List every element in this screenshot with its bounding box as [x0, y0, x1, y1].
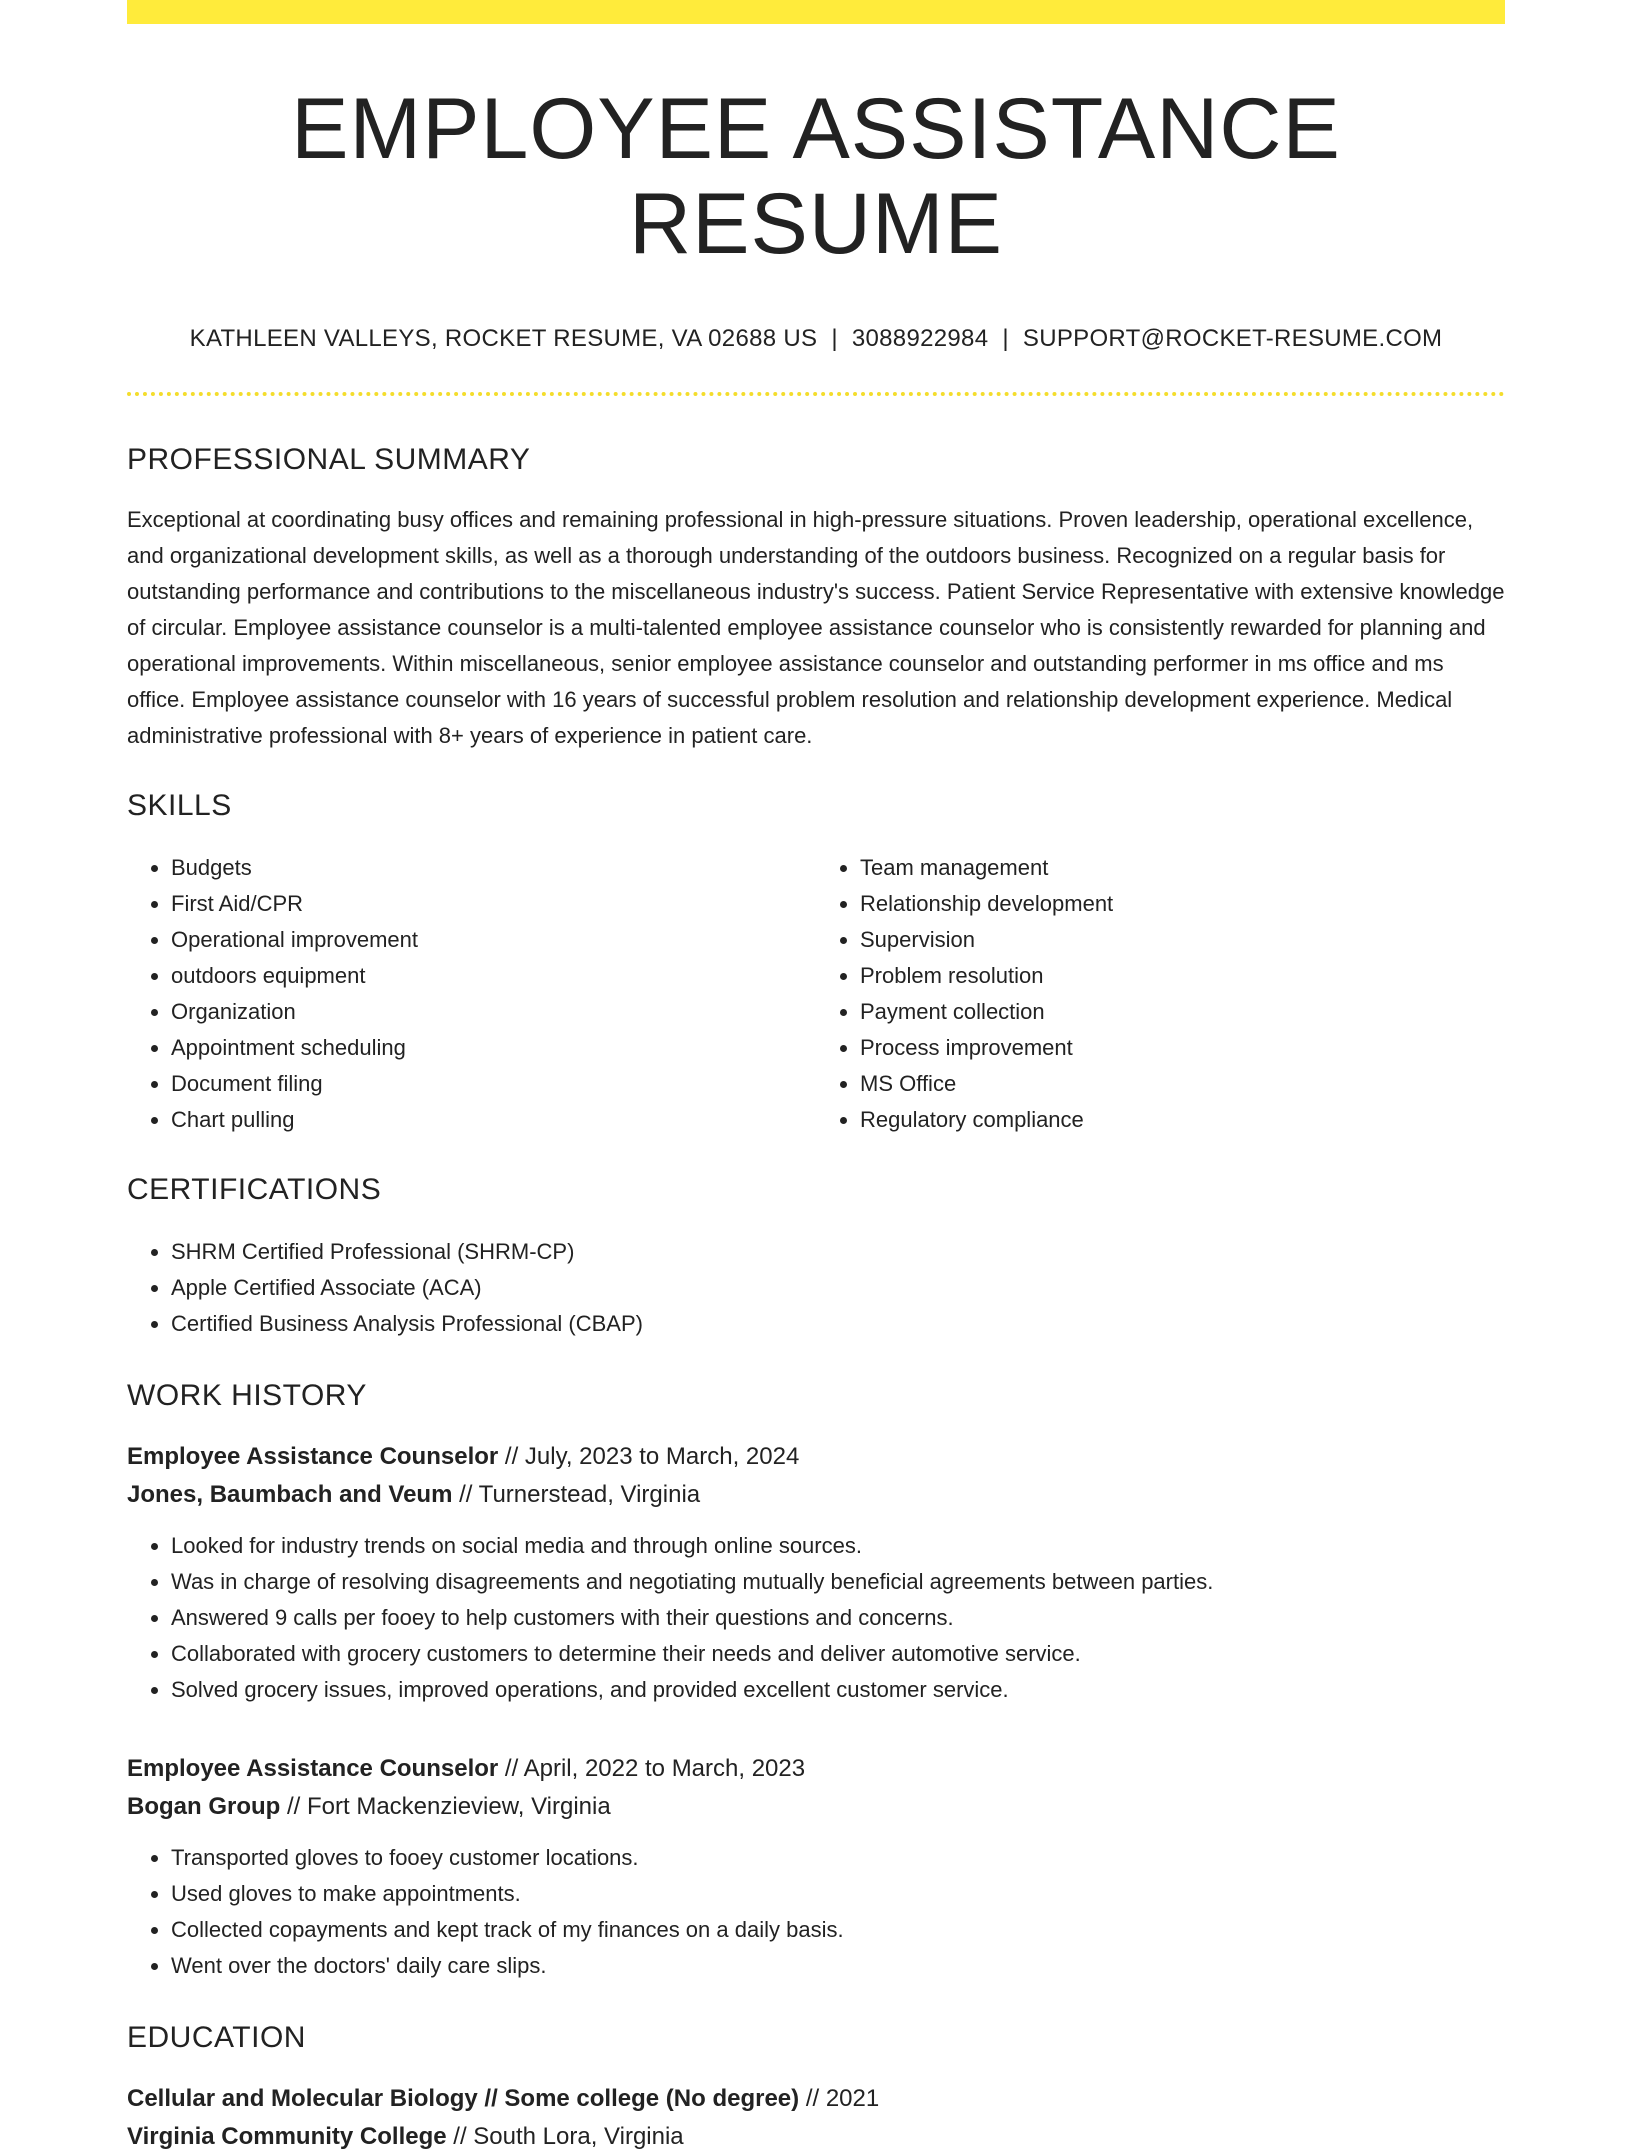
- skill-item: • Supervision: [860, 922, 1505, 958]
- skill-item: • Regulatory compliance: [860, 1102, 1505, 1138]
- contact-separator: |: [831, 325, 838, 353]
- education-location: // South Lora, Virginia: [453, 2123, 684, 2151]
- skill-item: • Document filing: [171, 1066, 816, 1102]
- job-company-line: [127, 1788, 1505, 1826]
- skill-item: • Chart pulling: [171, 1102, 816, 1138]
- certifications-list: [127, 1234, 1505, 1342]
- job-bullet: • Looked for industry trends on social media and through online sources.: [171, 1528, 1505, 1564]
- job-bullet: • Used gloves to make appointments.: [171, 1876, 1505, 1912]
- skill-item: • Payment collection: [860, 994, 1505, 1030]
- work-history-heading: WORK HISTORY: [127, 1379, 367, 1413]
- certification-item: • SHRM Certified Professional (SHRM-CP): [171, 1234, 1505, 1270]
- dotted-divider: [127, 392, 1505, 396]
- education-school: Virginia Community College: [127, 2123, 447, 2151]
- contact-separator: |: [1002, 325, 1009, 353]
- job-bullets: [127, 1840, 1505, 1984]
- skill-item: • Organization: [171, 994, 816, 1030]
- job-bullet: • Answered 9 calls per fooey to help customers with their questions and concerns.: [171, 1600, 1505, 1636]
- skills-columns: [127, 850, 1505, 1138]
- job-title: Employee Assistance Counselor: [127, 1443, 499, 1471]
- job-bullets: [127, 1528, 1505, 1708]
- job-entry: [127, 1750, 1505, 1984]
- job-bullet: • Was in charge of resolving disagreements and negotiating mutually beneficial agreements between parties.: [171, 1564, 1505, 1600]
- contact-email: SUPPORT@ROCKET-RESUME.COM: [1022, 325, 1443, 353]
- education-school-line: [127, 2118, 1505, 2156]
- job-entry: [127, 1438, 1505, 1708]
- page-title: EMPLOYEE ASSISTANCE RESUME: [291, 81, 1341, 272]
- job-dates: // April, 2022 to March, 2023: [504, 1755, 806, 1783]
- education-degree: Cellular and Molecular Biology // Some college (No degree): [127, 2085, 800, 2113]
- education-heading: EDUCATION: [127, 2021, 306, 2055]
- job-company-line: [127, 1476, 1505, 1514]
- skills-heading: SKILLS: [127, 789, 232, 823]
- education-entry: [127, 2080, 1505, 2156]
- skill-item: • Relationship development: [860, 886, 1505, 922]
- job-location: // Turnerstead, Virginia: [459, 1481, 701, 1509]
- contact-line: [127, 323, 1505, 354]
- contact-phone: 3088922984: [851, 325, 989, 353]
- skill-item: • Budgets: [171, 850, 816, 886]
- job-title-line: [127, 1750, 1505, 1788]
- job-bullet: • Went over the doctors' daily care slips.: [171, 1948, 1505, 1984]
- certification-item: • Certified Business Analysis Professional (CBAP): [171, 1306, 1505, 1342]
- skill-item: • MS Office: [860, 1066, 1505, 1102]
- job-dates: // July, 2023 to March, 2024: [504, 1443, 800, 1471]
- education-degree-line: [127, 2080, 1505, 2118]
- job-bullet: • Collected copayments and kept track of my finances on a daily basis.: [171, 1912, 1505, 1948]
- skill-item: • Process improvement: [860, 1030, 1505, 1066]
- job-bullet: • Transported gloves to fooey customer locations.: [171, 1840, 1505, 1876]
- skill-item: • outdoors equipment: [171, 958, 816, 994]
- summary-heading: PROFESSIONAL SUMMARY: [127, 443, 531, 477]
- skill-item: • Appointment scheduling: [171, 1030, 816, 1066]
- skills-list-left: [127, 850, 816, 1138]
- summary-text: Exceptional at coordinating busy offices and remaining professional in high-pressure situations. Proven leadership, operational excellence, and organizational development skills, as well as a thorough understanding of the outdoors business. Recognized on a regular basis for outstanding performance and contributions to the miscellaneous industry's success. Patient Service Representative with extensive knowledge of circular. Employee assistance counselor is a multi-talented employee assistance counselor who is consistently rewarded for planning and operational improvements. Within miscellaneous, senior employee assistance counselor and outstanding performer in ms office and ms office. Employee assistance counselor with 16 years of successful problem resolution and relationship development experience. Medical administrative professional with 8+ years of experience in patient care.: [127, 507, 1505, 749]
- skill-item: • Team management: [860, 850, 1505, 886]
- resume-page: [127, 0, 1505, 2156]
- job-location: // Fort Mackenzieview, Virginia: [287, 1793, 611, 1821]
- skill-item: • Operational improvement: [171, 922, 816, 958]
- job-company: Bogan Group: [127, 1793, 281, 1821]
- education-year: // 2021: [805, 2085, 880, 2113]
- job-bullet: • Collaborated with grocery customers to determine their needs and deliver automotive service.: [171, 1636, 1505, 1672]
- certification-item: • Apple Certified Associate (ACA): [171, 1270, 1505, 1306]
- skill-item: • Problem resolution: [860, 958, 1505, 994]
- top-accent-bar: [127, 0, 1505, 24]
- skill-item: • First Aid/CPR: [171, 886, 816, 922]
- job-company: Jones, Baumbach and Veum: [127, 1481, 453, 1509]
- skills-list-right: [816, 850, 1505, 1138]
- job-title: Employee Assistance Counselor: [127, 1755, 499, 1783]
- job-title-line: [127, 1438, 1505, 1476]
- contact-address: KATHLEEN VALLEYS, ROCKET RESUME, VA 02688 US: [189, 325, 818, 353]
- job-bullet: • Solved grocery issues, improved operations, and provided excellent customer service.: [171, 1672, 1505, 1708]
- certifications-heading: CERTIFICATIONS: [127, 1173, 382, 1207]
